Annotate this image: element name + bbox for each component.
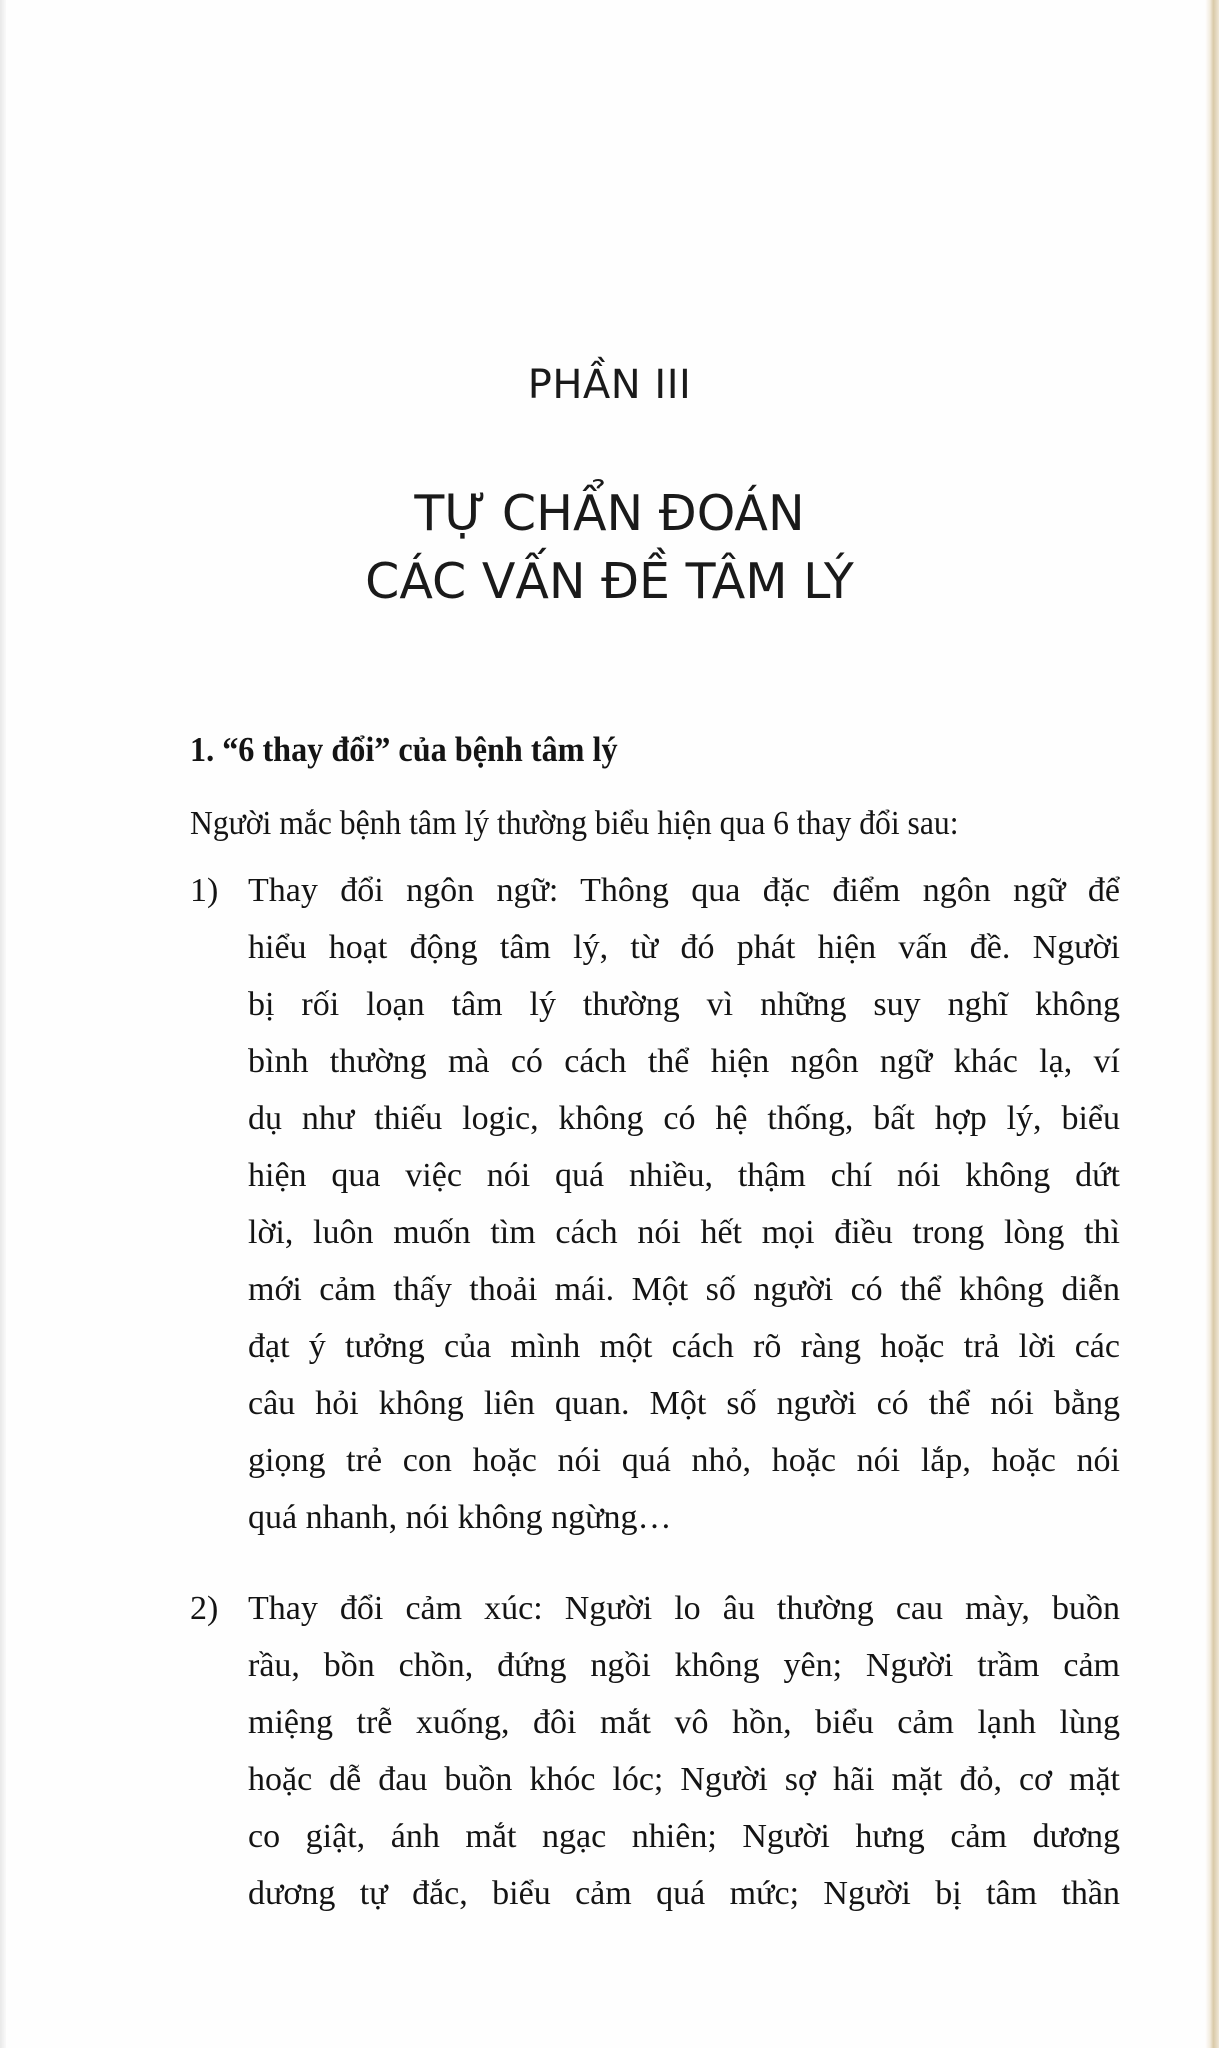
text-line: hiện qua việc nói quá nhiều, thậm chí nói không dứt <box>248 1157 1120 1194</box>
text-line: Thay đổi ngôn ngữ: Thông qua đặc điểm ngôn ngữ để <box>248 872 1120 909</box>
text-line: Thay đổi cảm xúc: Người lo âu thường cau mày, buồn <box>248 1590 1120 1627</box>
list-item-number: 2) <box>190 1590 219 1627</box>
text-line: dụ như thiếu logic, không có hệ thống, bất hợp lý, biểu <box>248 1100 1120 1137</box>
list-item-number: 1) <box>190 872 219 909</box>
part-title-line-1: TỰ CHẨN ĐOÁN <box>414 485 805 542</box>
section-heading: 1. “6 thay đổi” của bệnh tâm lý <box>190 730 618 769</box>
text-line: quá nhanh, nói không ngừng… <box>248 1499 672 1536</box>
part-title <box>0 480 1219 616</box>
text-line: hiểu hoạt động tâm lý, từ đó phát hiện vấn đề. Người <box>248 929 1120 966</box>
list-item-text <box>248 862 1120 1546</box>
text-line: lời, luôn muốn tìm cách nói hết mọi điều trong lòng thì <box>248 1214 1120 1251</box>
text-line: câu hỏi không liên quan. Một số người có thể nói bằng <box>248 1385 1120 1422</box>
text-line: rầu, bồn chồn, đứng ngồi không yên; Người trầm cảm <box>248 1647 1120 1684</box>
part-label: PHẦN III <box>527 362 692 408</box>
intro-paragraph: Người mắc bệnh tâm lý thường biểu hiện qua 6 thay đổi sau: <box>190 805 959 842</box>
text-line: co giật, ánh mắt ngạc nhiên; Người hưng cảm dương <box>248 1818 1120 1855</box>
text-line: mới cảm thấy thoải mái. Một số người có thể không diễn <box>248 1271 1120 1308</box>
page-edge <box>1205 0 1219 2048</box>
text-line: miệng trễ xuống, đôi mắt vô hồn, biểu cảm lạnh lùng <box>248 1704 1120 1741</box>
part-title-line-2: CÁC VẤN ĐỀ TÂM LÝ <box>365 553 854 610</box>
text-line: bị rối loạn tâm lý thường vì những suy nghĩ không <box>248 986 1120 1023</box>
list-item-text <box>248 1580 1120 1922</box>
text-line: hoặc dễ đau buồn khóc lóc; Người sợ hãi mặt đỏ, cơ mặt <box>248 1761 1120 1798</box>
text-line: dương tự đắc, biểu cảm quá mức; Người bị tâm thần <box>248 1875 1120 1912</box>
text-line: đạt ý tưởng của mình một cách rõ ràng hoặc trả lời các <box>248 1328 1120 1365</box>
page-gutter-shadow <box>0 0 6 2048</box>
text-line: giọng trẻ con hoặc nói quá nhỏ, hoặc nói lắp, hoặc nói <box>248 1442 1120 1479</box>
text-line: bình thường mà có cách thể hiện ngôn ngữ khác lạ, ví <box>248 1043 1120 1080</box>
